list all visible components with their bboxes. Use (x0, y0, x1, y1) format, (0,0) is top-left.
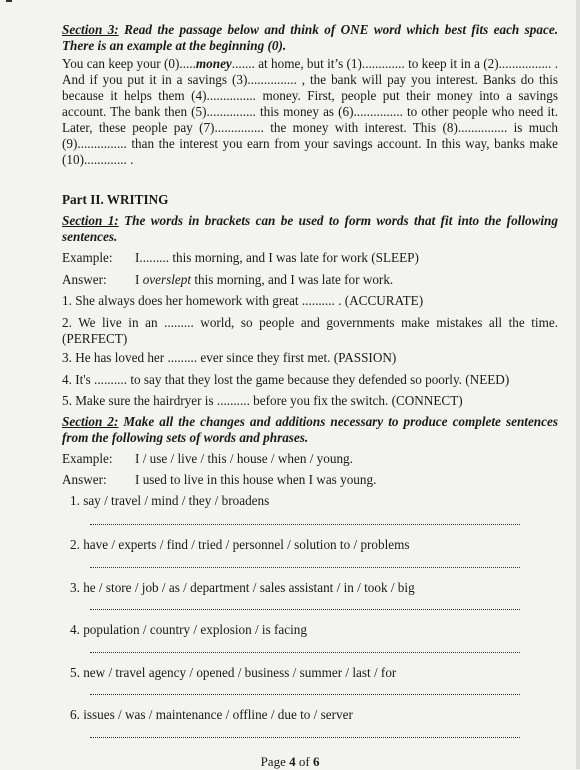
section1-item-2: 2. We live in an ......... world, so people and governments make mistakes all the time. (PERFECT) (62, 315, 558, 346)
section2-instruction: Section 2: Make all the changes and additions necessary to produce complete sentences from the following sets of words and phrases. (62, 414, 558, 445)
section2-item-6: 6. issues / was / maintenance / offline / due to / server (70, 707, 353, 722)
answer-line-3[interactable] (90, 609, 520, 610)
section1-example-text: I......... this morning, and I was late for work (SLEEP) (135, 250, 419, 265)
answer-line-5[interactable] (90, 694, 520, 695)
section1-instruction: Section 1: The words in brackets can be used to form words that fit into the following sentences. (62, 213, 558, 244)
page-footer: Page 4 of 6 (260, 754, 320, 769)
section1-answer-label: Answer: (62, 272, 107, 287)
answer-line-6[interactable] (90, 737, 520, 738)
part2-title: Part II. WRITING (62, 192, 169, 207)
section2-heading: Section 2: (62, 414, 119, 429)
answer-line-4[interactable] (90, 652, 520, 653)
section2-example-text: I / use / live / this / house / when / young. (135, 451, 353, 466)
passage-example-word: money (195, 56, 232, 71)
section2-item-3: 3. he / store / job / as / department / sales assistant / in / took / big (70, 580, 415, 595)
section2-item-5: 5. new / travel agency / opened / business / summer / last / for (70, 665, 397, 680)
section3-heading: Section 3: (62, 22, 119, 37)
section1-item-1: 1. She always does her homework with great .......... . (ACCURATE) (62, 293, 424, 308)
section1-answer-text: I overslept this morning, and I was late for work. (135, 272, 394, 287)
section3-passage: You can keep your (0).....money....... at home, but it’s (1)............. to keep it in a (2)................ . And if you put it in a savings (3)............... , the bank will pay you interest. Banks do this because it helps them (4)............... money. First, people put their money into a savings account. The bank then (5)............... this money as (6)............... to other people who need it. Later, these people pay (7)............... the money with interest. This (8)............... is much (9)............... than the interest you earn from your savings account. In this way, banks make (10)............. . (62, 56, 558, 167)
section1-heading: Section 1: (62, 213, 119, 228)
section1-item-3: 3. He has loved her ......... ever since they first met. (PASSION) (62, 350, 397, 365)
page-edge-shadow (576, 0, 580, 769)
section2-answer-text: I used to live in this house when I was young. (135, 472, 377, 487)
section2-item-1: 1. say / travel / mind / they / broadens (70, 493, 270, 508)
page-total: 6 (312, 754, 320, 769)
scan-mark (6, 0, 12, 2)
answer-line-2[interactable] (90, 567, 520, 568)
section3-instruction: Section 3: Read the passage below and think of ONE word which best fits each space. There is an example at the beginning (0). (62, 22, 558, 53)
page-number: 4 (289, 754, 296, 769)
section2-example-label: Example: (62, 451, 113, 466)
section2-item-2: 2. have / experts / find / tried / personnel / solution to / problems (70, 537, 410, 552)
section1-item-4: 4. It's .......... to say that they lost the game because they defended so poorly. (NEED) (62, 372, 510, 387)
section2-answer-label: Answer: (62, 472, 107, 487)
answer-line-1[interactable] (90, 524, 520, 525)
section1-item-5: 5. Make sure the hairdryer is .......... before you fix the switch. (CONNECT) (62, 393, 463, 408)
section2-item-4: 4. population / country / explosion / is facing (70, 622, 307, 637)
section1-example-label: Example: (62, 250, 113, 265)
